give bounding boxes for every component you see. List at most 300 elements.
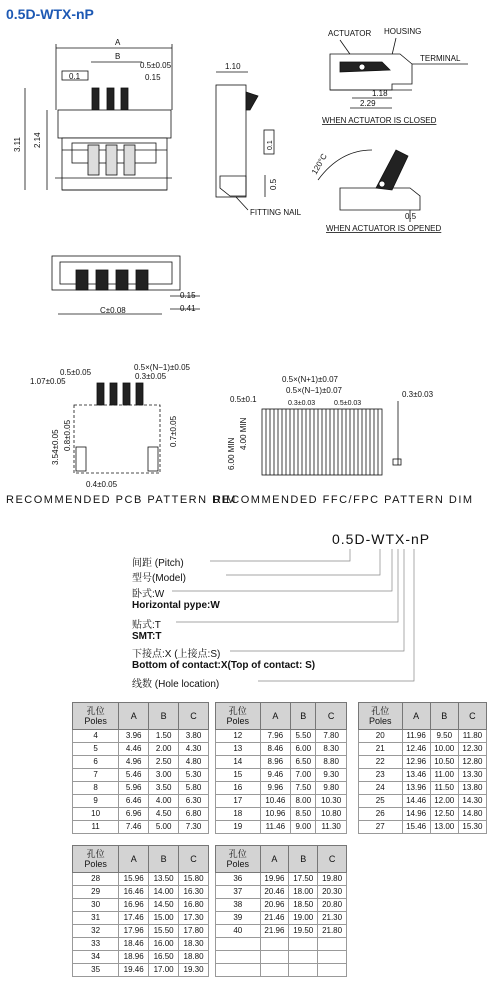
poles-header-cn: 孔位 (86, 706, 105, 716)
poles-cell: 39 (216, 912, 261, 925)
table-row (359, 743, 487, 756)
table-row (216, 743, 347, 756)
poles-cell: 27 (359, 821, 403, 834)
b-cell: 10.50 (430, 756, 458, 769)
c-cell: 11.80 (458, 730, 486, 743)
b-cell: 17.50 (289, 873, 318, 886)
a-cell: 8.46 (260, 743, 291, 756)
a-cell: 13.96 (402, 782, 430, 795)
label-housing: HOUSING (384, 27, 422, 36)
poles-header-en: Poles (84, 859, 107, 869)
poles-cell: 6 (73, 756, 119, 769)
c-cell: 8.80 (316, 756, 347, 769)
pcb-v2: 0.8±0.05 (63, 419, 72, 451)
config-smt-en: SMT:T (132, 631, 162, 642)
c-cell: 17.30 (179, 912, 209, 925)
a-cell (260, 964, 289, 977)
dim-B: B (115, 52, 121, 61)
c-cell: 4.30 (179, 743, 209, 756)
ffc-t4: 0.5±0.03 (334, 400, 362, 407)
table-row (216, 821, 347, 834)
poles-cell: 30 (73, 899, 119, 912)
side-view (216, 62, 302, 217)
c-header: C (179, 846, 209, 873)
c-cell: 16.80 (179, 899, 209, 912)
poles-header-en: Poles (369, 716, 392, 726)
a-cell: 19.96 (260, 873, 289, 886)
a-cell: 9.96 (260, 782, 291, 795)
a-cell: 11.96 (402, 730, 430, 743)
dim-pitch: 0.5±0.05 (140, 61, 172, 70)
config-hole-location: 线数 (Hole location) (132, 679, 220, 690)
poles-cell: 10 (73, 808, 119, 821)
poles-cell: 8 (73, 782, 119, 795)
a-cell: 15.96 (119, 873, 149, 886)
table-row (73, 795, 209, 808)
c-cell: 3.80 (179, 730, 209, 743)
poles-cell: 9 (73, 795, 119, 808)
poles-cell (216, 964, 261, 977)
c-cell: 6.80 (179, 808, 209, 821)
c-header: C (316, 703, 347, 730)
poles-cell: 15 (216, 769, 261, 782)
c-cell: 21.30 (318, 912, 347, 925)
a-cell: 5.46 (119, 769, 149, 782)
a-cell: 9.46 (260, 769, 291, 782)
pcb-t3: 0.3±0.05 (135, 372, 167, 381)
c-cell: 11.30 (316, 821, 347, 834)
a-cell: 15.46 (402, 821, 430, 834)
poles-cell: 4 (73, 730, 119, 743)
c-cell: 10.30 (316, 795, 347, 808)
table-row (73, 808, 209, 821)
pcb-v1: 3.54±0.05 (51, 429, 60, 465)
table-row (73, 938, 209, 951)
c-cell: 10.80 (316, 808, 347, 821)
table-row (216, 899, 347, 912)
b-cell: 5.00 (149, 821, 179, 834)
poles-cell: 35 (73, 964, 119, 977)
pcb-t4: 1.07±0.05 (30, 377, 66, 386)
poles-table-2 (215, 702, 347, 834)
dim-C: C±0.08 (100, 306, 126, 315)
poles-cell: 37 (216, 886, 261, 899)
poles-cell: 25 (359, 795, 403, 808)
table-row (73, 912, 209, 925)
pcb-b1: 0.4±0.05 (86, 480, 118, 489)
a-cell: 20.96 (260, 899, 289, 912)
b-header: B (149, 703, 179, 730)
b-cell: 4.00 (149, 795, 179, 808)
poles-table-3 (358, 702, 487, 834)
poles-cell: 21 (359, 743, 403, 756)
table-row (73, 769, 209, 782)
dim-A: A (115, 38, 121, 47)
poles-table-4 (72, 845, 209, 977)
dim-tol: 0.1 (267, 140, 274, 150)
dim-05: 0.5 (269, 178, 278, 190)
page-title: 0.5D-WTX-nP (6, 6, 94, 22)
table-row (359, 756, 487, 769)
table-row (73, 782, 209, 795)
poles-cell: 22 (359, 756, 403, 769)
a-cell: 18.96 (119, 951, 149, 964)
a-header: A (119, 846, 149, 873)
poles-cell: 12 (216, 730, 261, 743)
table-row (216, 964, 347, 977)
poles-cell: 16 (216, 782, 261, 795)
a-cell: 10.46 (260, 795, 291, 808)
c-cell (318, 951, 347, 964)
b-cell: 11.00 (430, 769, 458, 782)
c-cell: 13.30 (458, 769, 486, 782)
table-row (216, 925, 347, 938)
model-code: 0.5D-WTX-nP (332, 531, 431, 547)
label-terminal: TERMINAL (420, 54, 461, 63)
poles-cell: 11 (73, 821, 119, 834)
caption-pcb: RECOMMENDED PCB PATTERN DIM (6, 494, 237, 506)
b-cell: 15.00 (149, 912, 179, 925)
c-cell: 14.80 (458, 808, 486, 821)
ffc-t1: 0.5×(N+1)±0.07 (282, 375, 338, 384)
poles-cell: 28 (73, 873, 119, 886)
poles-cell: 13 (216, 743, 261, 756)
table-row (359, 808, 487, 821)
table-row (359, 769, 487, 782)
c-cell: 13.80 (458, 782, 486, 795)
a-cell: 6.46 (119, 795, 149, 808)
b-cell: 7.00 (291, 769, 316, 782)
poles-table-1 (72, 702, 209, 834)
table-row (216, 886, 347, 899)
c-cell: 9.80 (316, 782, 347, 795)
b-header: B (289, 846, 318, 873)
pcb-t2: 0.5±0.05 (60, 368, 92, 377)
b-cell: 8.00 (291, 795, 316, 808)
a-header: A (119, 703, 149, 730)
table-row (359, 782, 487, 795)
b-cell: 9.00 (291, 821, 316, 834)
angle: 120°C (309, 152, 329, 176)
a-cell: 11.46 (260, 821, 291, 834)
b-cell: 5.50 (291, 730, 316, 743)
a-cell: 20.46 (260, 886, 289, 899)
b-cell: 18.00 (289, 886, 318, 899)
c-cell: 4.80 (179, 756, 209, 769)
c-cell: 5.30 (179, 769, 209, 782)
a-cell: 13.46 (402, 769, 430, 782)
table-row (216, 951, 347, 964)
config-contact-cn: 下接点:X (上接点:S) (132, 649, 221, 660)
a-cell: 4.46 (119, 743, 149, 756)
c-cell: 6.30 (179, 795, 209, 808)
c-cell: 20.80 (318, 899, 347, 912)
table-row (359, 795, 487, 808)
dim-015: 0.15 (145, 73, 161, 82)
c-cell: 20.30 (318, 886, 347, 899)
poles-header-cn: 孔位 (228, 706, 247, 716)
c-header: C (179, 703, 209, 730)
c-cell: 15.30 (458, 821, 486, 834)
pcb-pattern (30, 363, 191, 489)
b-cell: 6.00 (291, 743, 316, 756)
a-cell: 14.46 (402, 795, 430, 808)
dim-118: 1.18 (372, 89, 388, 98)
a-header: A (402, 703, 430, 730)
c-header: C (458, 703, 486, 730)
poles-cell: 17 (216, 795, 261, 808)
poles-cell: 24 (359, 782, 403, 795)
table-row (73, 964, 209, 977)
poles-header (73, 846, 119, 873)
poles-cell: 19 (216, 821, 261, 834)
a-cell: 8.96 (260, 756, 291, 769)
table-row (216, 938, 347, 951)
poles-cell: 38 (216, 899, 261, 912)
table-header (73, 703, 209, 730)
table-row (216, 795, 347, 808)
poles-cell (216, 951, 261, 964)
pattern-drawings (0, 355, 500, 490)
table-row (73, 756, 209, 769)
b-cell: 12.50 (430, 808, 458, 821)
poles-cell: 33 (73, 938, 119, 951)
ffc-v1: 4.00 MIN (239, 417, 248, 450)
a-cell: 17.46 (119, 912, 149, 925)
b-cell: 19.50 (289, 925, 318, 938)
b-cell (289, 951, 318, 964)
table-header (73, 846, 209, 873)
table-row (73, 925, 209, 938)
poles-header-en: Poles (226, 859, 250, 869)
c-cell: 19.80 (318, 873, 347, 886)
b-cell: 16.50 (149, 951, 179, 964)
table-row (73, 730, 209, 743)
poles-header (216, 703, 261, 730)
bottom-view (52, 256, 200, 315)
b-cell: 6.50 (291, 756, 316, 769)
a-cell: 18.46 (119, 938, 149, 951)
poles-header-en: Poles (226, 716, 250, 726)
table-header (216, 703, 347, 730)
poles-header-cn: 孔位 (86, 849, 105, 859)
dim-311: 3.11 (13, 137, 22, 152)
poles-cell: 14 (216, 756, 261, 769)
c-cell: 7.30 (179, 821, 209, 834)
poles-cell: 23 (359, 769, 403, 782)
c-cell: 18.80 (179, 951, 209, 964)
dim-05b: 0.5 (405, 212, 417, 221)
caption-opened: WHEN ACTUATOR IS OPENED (326, 224, 442, 233)
table-row (216, 782, 347, 795)
ffc-pattern (227, 375, 434, 475)
b-cell: 8.50 (291, 808, 316, 821)
table-row (216, 912, 347, 925)
b-cell: 19.00 (289, 912, 318, 925)
flatness: 0.1 (69, 72, 81, 81)
b-cell: 11.50 (430, 782, 458, 795)
a-cell: 7.46 (119, 821, 149, 834)
poles-cell: 32 (73, 925, 119, 938)
poles-header (216, 846, 261, 873)
table-row (216, 873, 347, 886)
c-cell: 7.80 (316, 730, 347, 743)
a-cell: 19.46 (119, 964, 149, 977)
a-cell: 16.46 (119, 886, 149, 899)
ffc-t3: 0.3±0.03 (288, 400, 316, 407)
table-row (359, 821, 487, 834)
closed-view (322, 27, 468, 125)
poles-table-5 (215, 845, 347, 977)
top-drawings (0, 0, 500, 330)
table-row (216, 730, 347, 743)
dim-110: 1.10 (225, 62, 241, 71)
poles-cell: 7 (73, 769, 119, 782)
config-model: 型号(Model) (132, 573, 186, 584)
a-cell: 6.96 (119, 808, 149, 821)
table-header (216, 846, 347, 873)
ffc-l1: 0.5±0.1 (230, 395, 257, 404)
b-cell: 14.50 (149, 899, 179, 912)
a-cell: 16.96 (119, 899, 149, 912)
c-cell: 5.80 (179, 782, 209, 795)
c-header: C (318, 846, 347, 873)
config-horizontal-cn: 卧式:W (132, 589, 165, 600)
c-cell: 19.30 (179, 964, 209, 977)
a-cell: 12.46 (402, 743, 430, 756)
table-row (73, 873, 209, 886)
b-cell: 3.00 (149, 769, 179, 782)
c-cell: 15.80 (179, 873, 209, 886)
b-cell: 13.50 (149, 873, 179, 886)
b-cell: 3.50 (149, 782, 179, 795)
config-smt-cn: 贴式:T (132, 620, 161, 631)
a-cell (260, 938, 289, 951)
c-cell (318, 938, 347, 951)
dim-229: 2.29 (360, 99, 376, 108)
config-pitch: 间距 (Pitch) (132, 558, 184, 569)
b-cell: 13.00 (430, 821, 458, 834)
b-cell: 12.00 (430, 795, 458, 808)
poles-header-cn: 孔位 (228, 849, 247, 859)
c-cell: 9.30 (316, 769, 347, 782)
c-cell: 21.80 (318, 925, 347, 938)
poles-cell: 20 (359, 730, 403, 743)
poles-header-en: Poles (84, 716, 107, 726)
config-contact-en: Bottom of contact:X(Top of contact: S) (132, 660, 316, 671)
a-cell: 3.96 (119, 730, 149, 743)
dim-015b: 0.15 (180, 291, 196, 300)
c-cell (318, 964, 347, 977)
ffc-t5: 0.3±0.03 (402, 390, 434, 399)
c-cell: 8.30 (316, 743, 347, 756)
a-cell: 4.96 (119, 756, 149, 769)
table-row (73, 951, 209, 964)
table-row (73, 899, 209, 912)
b-cell: 17.00 (149, 964, 179, 977)
dim-214: 2.14 (33, 132, 42, 148)
ffc-t2: 0.5×(N−1)±0.07 (286, 386, 342, 395)
table-row (359, 730, 487, 743)
poles-cell: 36 (216, 873, 261, 886)
poles-cell: 34 (73, 951, 119, 964)
c-cell: 16.30 (179, 886, 209, 899)
poles-header-cn: 孔位 (371, 706, 390, 716)
b-header: B (430, 703, 458, 730)
c-cell: 18.30 (179, 938, 209, 951)
c-cell: 12.30 (458, 743, 486, 756)
table-header (359, 703, 487, 730)
a-header: A (260, 703, 291, 730)
a-cell: 7.96 (260, 730, 291, 743)
table-row (73, 821, 209, 834)
a-cell: 17.96 (119, 925, 149, 938)
table-row (216, 808, 347, 821)
a-cell: 21.96 (260, 925, 289, 938)
pcb-t1: 0.5×(N−1)±0.05 (134, 363, 190, 372)
b-cell: 7.50 (291, 782, 316, 795)
poles-cell: 29 (73, 886, 119, 899)
pcb-v3: 0.7±0.05 (169, 415, 178, 447)
a-cell: 12.96 (402, 756, 430, 769)
opened-view (310, 150, 442, 233)
caption-closed: WHEN ACTUATOR IS CLOSED (322, 116, 437, 125)
fitting-nail: FITTING NAIL (250, 208, 302, 217)
config-horizontal-en: Horizontal pype:W (132, 600, 220, 611)
poles-cell: 5 (73, 743, 119, 756)
table-row (216, 769, 347, 782)
poles-header (359, 703, 403, 730)
c-cell: 17.80 (179, 925, 209, 938)
c-cell: 12.80 (458, 756, 486, 769)
dim-041: 0.41 (180, 304, 196, 313)
b-cell: 15.50 (149, 925, 179, 938)
b-cell: 1.50 (149, 730, 179, 743)
poles-cell: 31 (73, 912, 119, 925)
c-cell: 14.30 (458, 795, 486, 808)
b-cell: 9.50 (430, 730, 458, 743)
poles-cell: 40 (216, 925, 261, 938)
a-cell: 5.96 (119, 782, 149, 795)
table-row (73, 743, 209, 756)
b-cell: 16.00 (149, 938, 179, 951)
poles-cell: 26 (359, 808, 403, 821)
ffc-v2: 6.00 MIN (227, 437, 236, 470)
a-cell: 10.96 (260, 808, 291, 821)
b-header: B (291, 703, 316, 730)
a-cell: 14.96 (402, 808, 430, 821)
a-header: A (260, 846, 289, 873)
b-cell: 2.00 (149, 743, 179, 756)
b-cell: 18.50 (289, 899, 318, 912)
b-header: B (149, 846, 179, 873)
front-view (13, 38, 172, 190)
b-cell (289, 964, 318, 977)
a-cell: 21.46 (260, 912, 289, 925)
b-cell: 10.00 (430, 743, 458, 756)
caption-ffc: RECOMMENDED FFC/FPC PATTERN DIM (213, 494, 474, 506)
poles-header (73, 703, 119, 730)
table-row (73, 886, 209, 899)
poles-cell (216, 938, 261, 951)
b-cell: 2.50 (149, 756, 179, 769)
a-cell (260, 951, 289, 964)
b-cell (289, 938, 318, 951)
b-cell: 14.00 (149, 886, 179, 899)
table-row (216, 756, 347, 769)
b-cell: 4.50 (149, 808, 179, 821)
label-actuator: ACTUATOR (328, 29, 372, 38)
